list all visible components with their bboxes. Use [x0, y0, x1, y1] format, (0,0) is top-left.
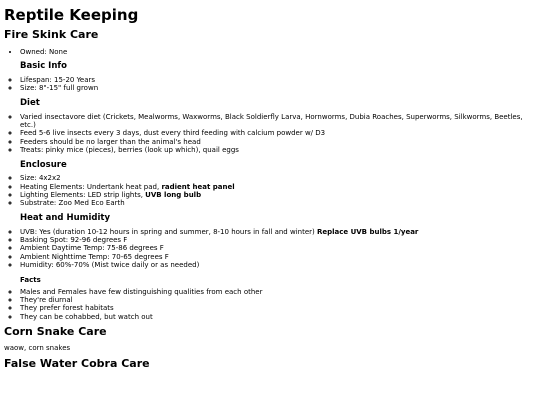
list-item: ◦ They can be cohabbed, but watch out [20, 313, 536, 321]
heat-humidity-list [4, 228, 536, 270]
list-item: ◦ Basking Spot: 92-96 degrees F [20, 236, 536, 244]
uvb-text: UVB: Yes (duration 10-12 hours in spring and summer, 8-10 hours in fall and winter) [20, 227, 317, 236]
list-item: ◦ Ambient Daytime Temp: 75-86 degrees F [20, 244, 536, 252]
list-item: ◦ They're diurnal [20, 296, 536, 304]
fire-skink-heading: Fire Skink Care [4, 28, 99, 42]
false-water-cobra-section [4, 358, 536, 371]
basic-info-heading: Basic Info [20, 61, 67, 72]
heating-text: Heating Elements: Undertank heat pad, [20, 182, 162, 191]
enclosure-list [4, 174, 536, 208]
owned-list [4, 48, 536, 56]
list-item: ◦ Lifespan: 15-20 Years [20, 76, 536, 84]
basic-info-list [4, 76, 536, 93]
corn-snake-heading: Corn Snake Care [4, 325, 107, 339]
diet-list [4, 113, 536, 155]
lighting-bold-text: UVB long bulb [145, 191, 202, 200]
lighting-text: Lighting Elements: LED strip lights, [20, 191, 146, 200]
fire-skink-section [4, 29, 536, 321]
heating-bold-text: radient heat panel [161, 182, 235, 191]
list-item [20, 183, 536, 191]
corn-snake-section [4, 326, 536, 352]
list-item: ◦ Feed 5-6 live insects every 3 days, dust every third feeding with calcium powder w/ D3 [20, 129, 536, 137]
list-item [20, 228, 536, 236]
list-item: ◦ Males and Females have few distinguishing qualities from each other [20, 288, 536, 296]
list-item: ◦ Size: 4x2x2 [20, 174, 536, 182]
false-water-cobra-heading: False Water Cobra Care [4, 357, 150, 371]
diet-heading: Diet [20, 97, 40, 108]
owned-item: • Owned: None [20, 48, 536, 56]
list-item: ◦ Ambient Nighttime Temp: 70-65 degrees F [20, 253, 536, 261]
heat-humidity-heading: Heat and Humidity [20, 212, 111, 223]
list-item [20, 191, 536, 199]
list-item: ◦ Feeders should be no larger than the animal's head [20, 138, 536, 146]
facts-heading: Facts [20, 275, 41, 284]
uvb-bold-text: Replace UVB bulbs 1/year [316, 227, 419, 236]
list-item: ◦ They prefer forest habitats [20, 304, 536, 312]
enclosure-heading: Enclosure [20, 159, 67, 170]
list-item: ◦ Humidity: 60%-70% (Mist twice daily or as needed) [20, 261, 536, 269]
list-item: ◦ Varied insectavore diet (Crickets, Mealworms, Waxworms, Black Soldierfly Larva, Hornworms, Dubia Roaches, Superworms, Silkworms, Beetles, etc.) [20, 113, 536, 130]
facts-list [4, 288, 536, 322]
list-item: ◦ Substrate: Zoo Med Eco Earth [20, 199, 536, 207]
corn-snake-text: waow, corn snakes [4, 343, 71, 352]
list-item: ◦ Size: 8"-15" full grown [20, 84, 536, 92]
list-item: ◦ Treats: pinky mice (pieces), berries (look up which), quail eggs [20, 146, 536, 154]
page-title: Reptile Keeping [4, 6, 139, 24]
